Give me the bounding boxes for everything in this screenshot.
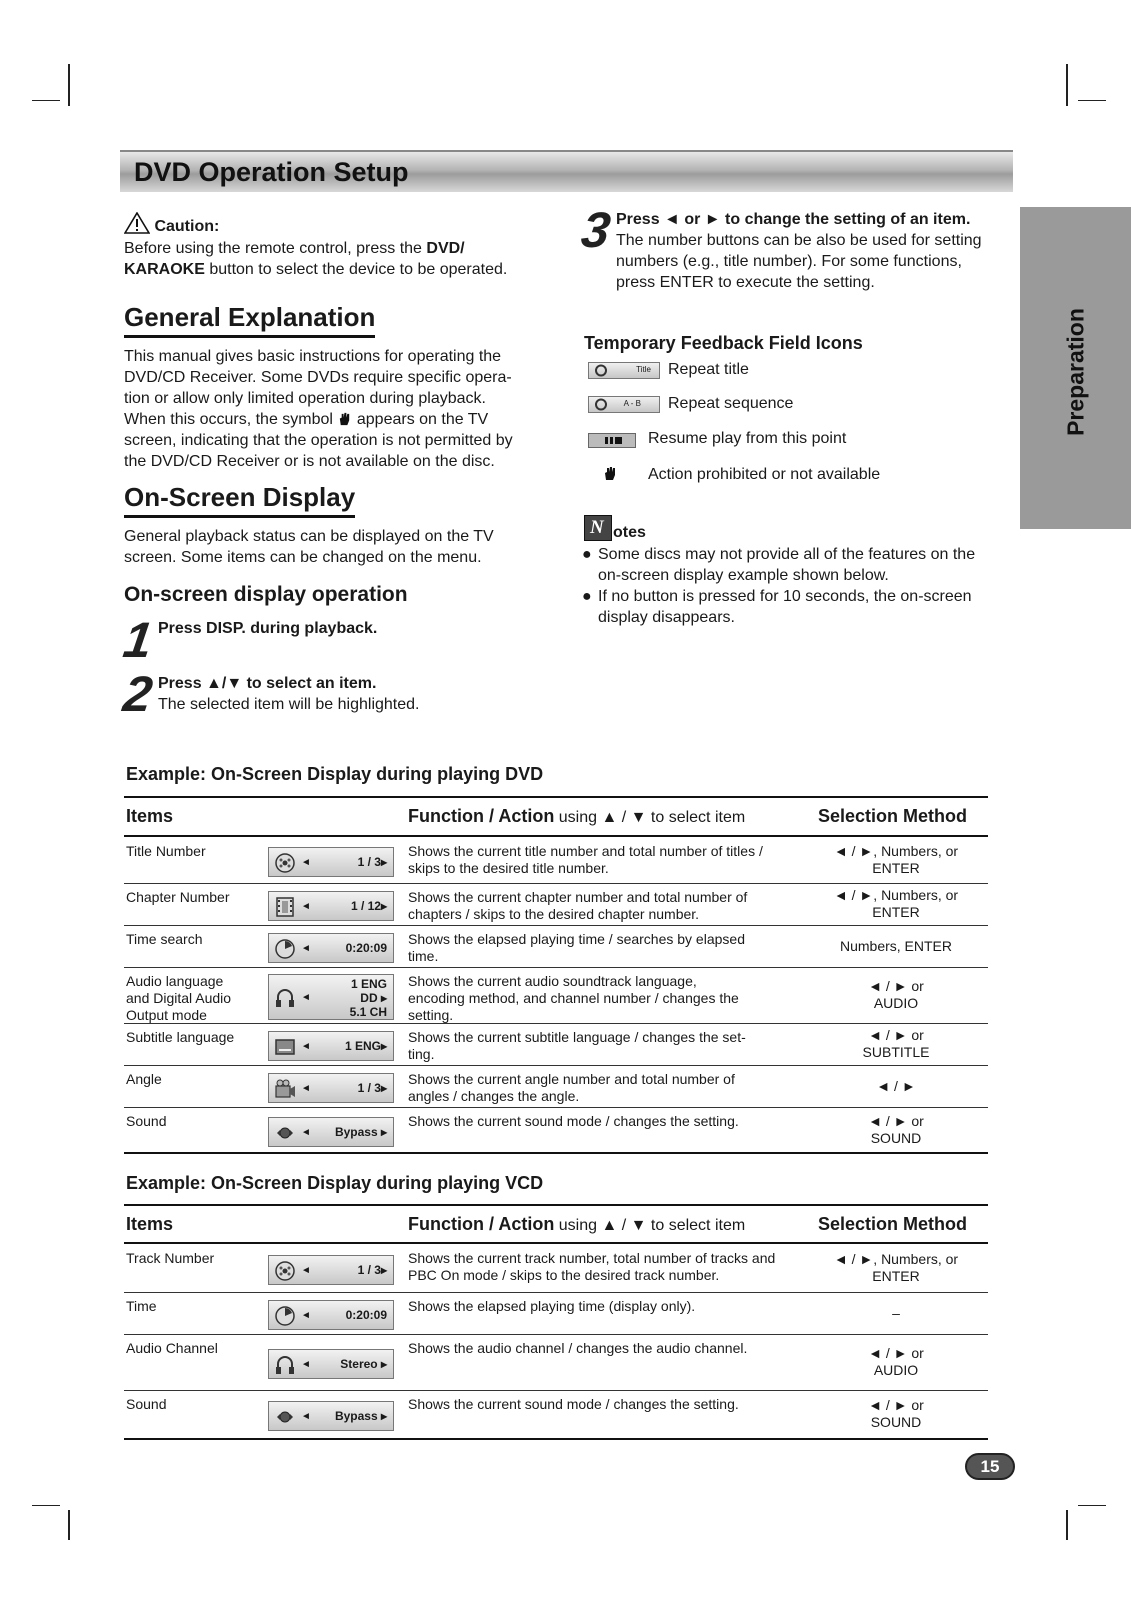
row-function-line: Shows the current track number, total number of tracks and [408,1250,776,1266]
repeat-title-icon-text: Title [636,365,651,374]
osd-display [268,891,394,921]
row-divider [124,1390,988,1391]
step-number: 2 [120,666,156,722]
row-selection [806,887,986,921]
notes-line: display disappears. [598,609,735,626]
caution-text: Before using the remote control, press the [124,240,427,257]
osd-value-line: 0:20:09 [345,1308,387,1322]
notes-line: Some discs may not provide all of the features on the [598,546,976,563]
resume-icon [588,433,636,448]
osd-value [351,899,387,913]
osd-line: General playback status can be displayed on the TV [124,528,494,545]
osd-display [268,1117,394,1147]
row-item-line: Time search [126,931,203,947]
osd-section [124,482,564,607]
row-function-line: Shows the current sound mode / changes the setting. [408,1113,739,1129]
row-divider [124,925,988,926]
step-number: 3 [578,202,614,258]
osd-value-line: 1 / 3▸ [357,1263,387,1277]
row-function [408,931,808,965]
row-selection-line: – [892,1304,900,1321]
row-item-line: Audio language [126,973,224,989]
left-arrow-icon: ◄ [301,1310,311,1321]
divider [124,835,988,837]
left-arrow-icon: ◄ [301,1083,311,1094]
caution-title: Caution: [154,218,220,235]
row-function-line: skips to the desired title number. [408,860,609,876]
osd-value-line: 1 / 12▸ [350,899,387,913]
osd-display [268,974,394,1020]
row-divider [124,1292,988,1293]
feedback-heading: Temporary Feedback Field Icons [584,333,863,353]
row-item-label [126,931,256,948]
osd-display [268,1031,394,1061]
row-selection-line: SUBTITLE [862,1044,930,1060]
osd-heading: On-Screen Display [124,482,355,518]
clock-icon [274,938,296,960]
vcd-col-function-rest: using ▲ / ▼ to select item [554,1217,746,1234]
crop-mark [1078,100,1106,101]
osd-value [358,1263,387,1277]
row-item-label [126,1250,256,1267]
crop-mark [68,1510,70,1540]
row-selection-line: ◄ / ► or [868,1397,924,1413]
row-function-line: Shows the current title number and total number of titles / [408,843,763,859]
divider [124,796,988,798]
vcd-table-title: Example: On-Screen Display during playing VCD [126,1173,544,1193]
row-function [408,1113,808,1130]
vcd-col-items: Items [126,1214,174,1234]
section-header-bar [120,150,1013,192]
step-3 [616,209,1016,293]
crop-mark [32,100,60,101]
row-function [408,1340,808,1357]
row-item-line: Audio Channel [126,1340,218,1356]
row-divider [124,967,988,968]
speaker-icon [274,1122,296,1144]
row-item-line: Time [126,1298,157,1314]
crop-mark [1066,64,1068,106]
row-item-line: Title Number [126,843,206,859]
row-selection-line: SOUND [870,1414,922,1430]
side-tab [1020,207,1131,529]
dvd-col-function-rest: using ▲ / ▼ to select item [554,809,746,826]
osd-value [346,941,387,955]
row-item-label [126,843,256,860]
row-divider [124,1334,988,1335]
dvd-col-function [408,806,745,827]
page-number: 15 [980,1457,1000,1476]
row-function [408,1029,808,1063]
film-icon [274,896,296,918]
row-divider [124,1065,988,1066]
page-number-badge [965,1453,1015,1480]
row-item-line: Output mode [126,1007,207,1023]
row-selection [806,1113,986,1147]
row-function-line: chapters / skips to the desired chapter number. [408,906,700,922]
crop-mark [1066,1510,1068,1540]
disc-icon [274,1260,296,1282]
camera-icon [274,1078,296,1100]
row-selection-line: ◄ / ► [876,1077,916,1094]
row-selection-line: SOUND [870,1129,922,1146]
left-arrow-icon: ◄ [301,1126,311,1138]
feedback-label: Repeat sequence [668,395,794,412]
row-selection-line: ◄ / ► or [868,1345,924,1361]
headphone-icon [274,1354,296,1376]
row-selection-line: ENTER [872,860,920,876]
osd-value-line: 1 / 3▸ [357,855,387,869]
row-function-line: encoding method, and channel number / changes the [408,990,739,1006]
osd-display [268,1073,394,1103]
row-item-label [126,973,256,1024]
vcd-col-function-bold: Function / Action [408,1214,555,1234]
row-function [408,1396,808,1413]
step-3-line: numbers (e.g., title number). For some functions, [616,253,962,270]
row-selection [806,978,986,1012]
row-item-line: Sound [126,1396,167,1412]
left-arrow-icon: ◄ [301,1041,311,1052]
row-function-line: Shows the current chapter number and total number of [408,889,748,905]
row-function-line: Shows the current audio soundtrack language, [408,973,697,989]
row-selection [806,1251,986,1285]
osd-value-line: Bypass ▸ [334,1409,387,1423]
vcd-col-selection: Selection Method [818,1214,968,1234]
osd-value [345,1039,387,1053]
row-function-line: Shows the elapsed playing time (display only). [408,1298,696,1314]
osd-line: screen. Some items can be changed on the menu. [124,549,482,566]
row-selection [806,1078,986,1095]
warning-icon [124,212,150,234]
row-selection-line: ◄ / ► or [868,1027,924,1043]
step-3-title: Press ◄ or ► to change the setting of an item. [616,211,971,228]
row-selection-line: ◄ / ► or [868,978,924,994]
row-item-line: and Digital Audio [126,990,232,1006]
general-line: tion or allow only limited operation during playback. [124,390,486,407]
row-selection [806,1397,986,1431]
caution-bold: DVD/ [426,240,465,257]
general-line: This manual gives basic instructions for operating the [124,348,502,365]
headphone-icon [274,987,296,1009]
osd-display [268,1401,394,1431]
left-arrow-icon: ◄ [301,1411,311,1422]
step-3-line: The number buttons can be also be used for setting [616,232,982,249]
notes-title: otes [613,524,646,541]
osd-subheading: On-screen display operation [124,583,408,606]
osd-value-line: 1 ENG [350,977,387,991]
general-body [124,346,564,472]
dvd-col-items: Items [126,806,174,826]
osd-display [268,933,394,963]
general-line: When this occurs, the symbol [124,411,338,428]
step-2-text: The selected item will be highlighted. [158,696,420,713]
osd-value [358,1081,387,1095]
row-item-label [126,889,256,906]
row-item-label [126,1340,256,1357]
row-selection [806,843,986,877]
row-function-line: ting. [408,1046,435,1062]
repeat-title-icon [588,362,660,379]
notes-badge [584,515,612,541]
row-divider [124,1107,988,1108]
osd-value-line: Bypass ▸ [334,1124,387,1139]
osd-value-line: 1 / 3▸ [357,1081,387,1095]
osd-value-line: Stereo ▸ [340,1357,387,1371]
row-selection [806,1345,986,1379]
row-item-label [126,1113,256,1130]
crop-mark [32,1505,60,1506]
caution-block [124,212,564,280]
row-function-line: Shows the elapsed playing time / searches by elapsed [408,931,745,947]
row-selection-line: ◄ / ►, Numbers, or [833,1251,959,1267]
notes-badge-letter: N [590,517,604,538]
row-function [408,843,808,877]
general-line: screen, indicating that the operation is not permitted by [124,432,513,449]
divider [124,1204,988,1206]
prohibited-hand-icon [602,465,618,481]
general-line: the DVD/CD Receiver or is not available on the disc. [124,453,495,470]
row-divider [124,1152,988,1154]
feedback-label: Repeat title [668,361,749,378]
clock-icon [274,1305,296,1327]
row-function-line: Shows the audio channel / changes the audio channel. [408,1340,748,1356]
divider [124,1242,988,1244]
osd-value [346,1308,387,1322]
row-function-line: Shows the current sound mode / changes the setting. [408,1396,739,1412]
dvd-col-selection: Selection Method [818,806,968,826]
row-item-label [126,1071,256,1088]
caution-text: button to select the device to be operated. [204,261,508,278]
disc-icon [274,852,296,874]
row-selection-line: AUDIO [873,995,919,1011]
row-function-line: setting. [408,1007,454,1023]
osd-value [340,1357,387,1371]
side-tab-label: Preparation [1062,308,1089,436]
crop-mark [1078,1505,1106,1506]
row-divider [124,1023,988,1024]
row-function [408,1250,808,1284]
crop-mark [68,64,70,106]
left-arrow-icon: ◄ [301,857,311,868]
row-function-line: angles / changes the angle. [408,1088,580,1104]
general-line: appears on the TV [352,411,489,428]
row-function-line: Shows the current subtitle language / changes the set- [408,1029,746,1045]
dvd-table-title: Example: On-Screen Display during playing DVD [126,764,544,784]
caution-bold: KARAOKE [124,261,205,278]
step-number: 1 [120,612,156,668]
dvd-col-function-bold: Function / Action [408,806,555,826]
row-item-line: Angle [126,1071,162,1087]
left-arrow-icon: ◄ [301,992,311,1003]
step-3-line: press ENTER to execute the setting. [616,274,875,291]
row-divider [124,1438,988,1440]
row-selection-line: Numbers, ENTER [839,937,953,954]
row-item-line: Subtitle language [126,1029,235,1045]
osd-value-line: 0:20:09 [345,941,387,955]
osd-value-line: 1 ENG▸ [344,1039,387,1053]
osd-value [350,977,387,1019]
row-item-line: Chapter Number [126,889,230,905]
row-function-line: PBC On mode / skips to the desired track number. [408,1267,720,1283]
row-item-line: Track Number [126,1250,215,1266]
step-2 [158,673,419,715]
feedback-label: Action prohibited or not available [648,466,881,483]
osd-value-line: DD ▸ [360,991,387,1005]
repeat-ab-icon-text: A - B [623,399,641,408]
left-arrow-icon: ◄ [301,1265,311,1276]
general-section [124,302,564,472]
row-selection-line: ENTER [872,1268,920,1284]
osd-value [335,1125,387,1139]
row-selection-line: AUDIO [873,1362,919,1378]
left-arrow-icon: ◄ [301,901,311,912]
row-selection [806,938,986,955]
row-item-label [126,1396,256,1413]
vcd-col-function [408,1214,745,1235]
notes-line: If no button is pressed for 10 seconds, the on-screen [598,588,972,605]
row-selection [806,1027,986,1061]
page-title: DVD Operation Setup [134,157,409,187]
notes-line: on-screen display example shown below. [598,567,889,584]
row-selection [806,1305,986,1322]
row-item-label [126,1298,256,1315]
step-2-title: Press ▲/▼ to select an item. [158,675,377,692]
speaker-icon [274,1406,296,1428]
osd-display [268,1349,394,1379]
row-function [408,1071,808,1105]
bullet-icon: ● [582,588,592,605]
subtitle-icon [274,1036,296,1058]
osd-value-line: 5.1 CH [349,1005,387,1019]
row-function [408,1298,808,1315]
general-line: DVD/CD Receiver. Some DVDs require specific opera- [124,369,512,386]
step-1-title: Press DISP. during playback. [158,620,378,637]
feedback-label: Resume play from this point [648,430,847,447]
row-function [408,973,808,1024]
row-function-line: Shows the current angle number and total number of [408,1071,735,1087]
row-function-line: time. [408,948,439,964]
repeat-ab-icon [588,396,660,413]
notes-list [582,544,1022,628]
left-arrow-icon: ◄ [301,943,311,954]
row-item-line: Sound [126,1113,167,1129]
bullet-icon: ● [582,546,592,563]
general-heading: General Explanation [124,302,375,338]
osd-display [268,1300,394,1330]
row-selection-line: ◄ / ►, Numbers, or [833,887,959,903]
left-arrow-icon: ◄ [301,1359,311,1370]
row-function [408,889,808,923]
row-divider [124,883,988,884]
prohibited-hand-icon [337,411,352,426]
osd-value [358,855,387,869]
row-selection-line: ENTER [872,904,920,920]
row-selection-line: ◄ / ► or [868,1112,924,1129]
osd-display [268,847,394,877]
row-selection-line: ◄ / ►, Numbers, or [833,843,959,859]
osd-display [268,1255,394,1285]
osd-value [335,1409,387,1423]
row-item-label [126,1029,256,1046]
